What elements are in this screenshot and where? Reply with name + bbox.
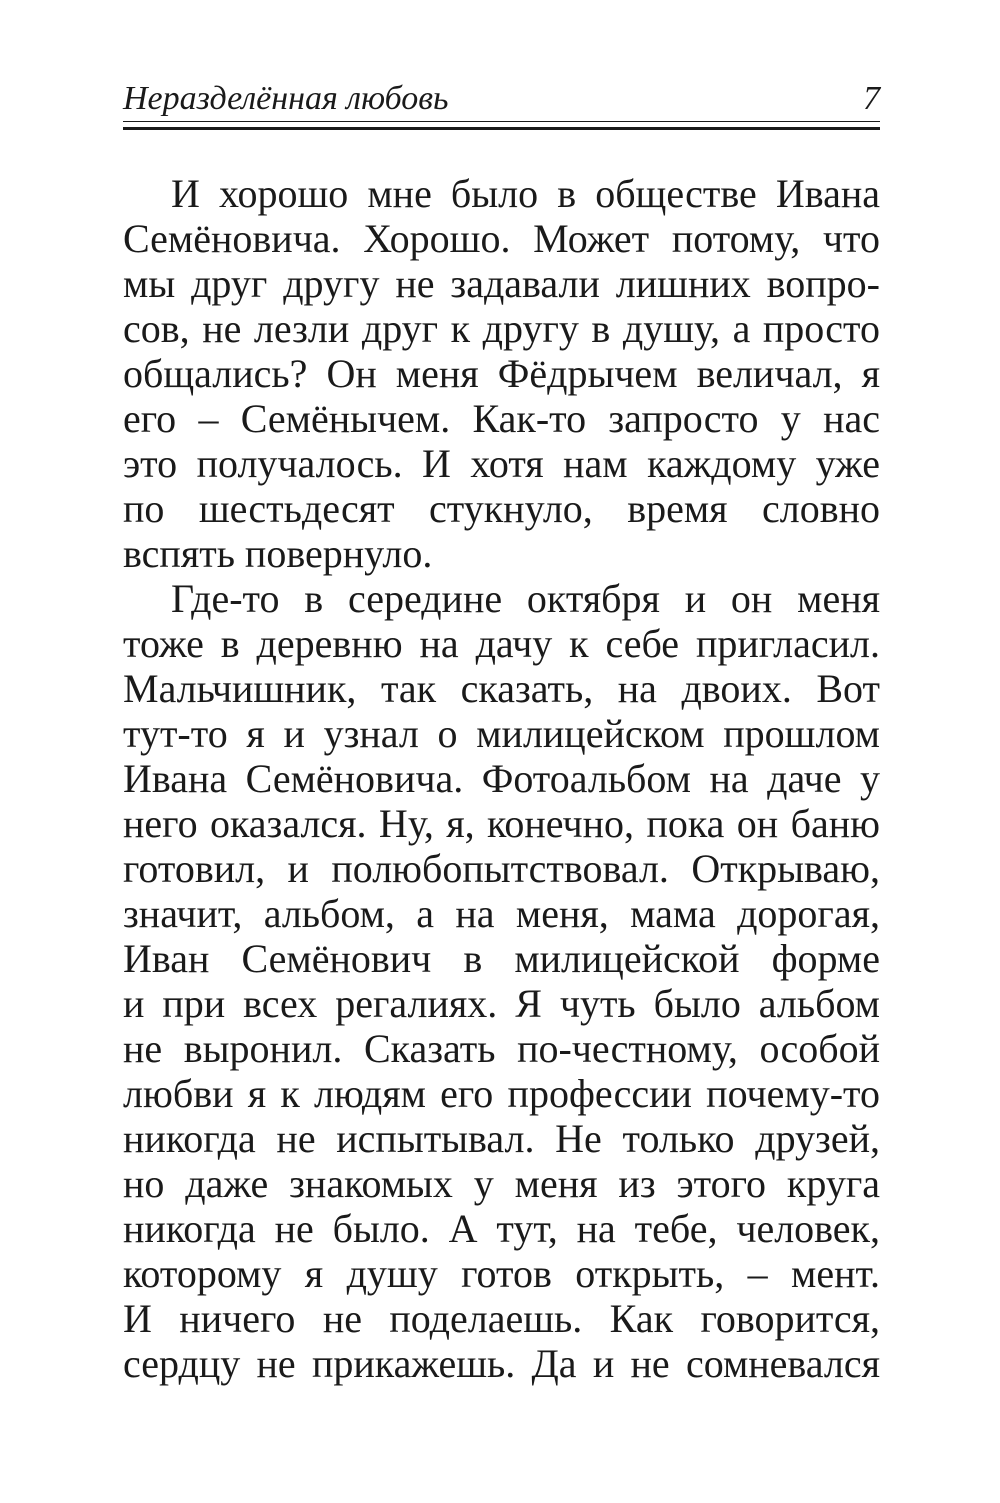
text-line: вспять повернуло. bbox=[123, 531, 433, 576]
text-line: сов, не лезли друг к другу в душу, а просто bbox=[123, 306, 880, 351]
body-text bbox=[123, 171, 880, 1386]
text-line: значит, альбом, а на меня, мама дорогая, bbox=[123, 891, 880, 936]
text-line: тоже в деревню на дачу к себе пригласил. bbox=[123, 621, 880, 666]
text-line: тут-то я и узнал о милицейском прошлом bbox=[123, 711, 880, 756]
text-line: него оказался. Ну, я, конечно, пока он баню bbox=[123, 801, 880, 846]
text-line: готовил, и полюбопытствовал. Открываю, bbox=[123, 846, 880, 891]
text-line: Иван Семёнович в милицейской форме bbox=[123, 936, 880, 981]
text-line: никогда не было. А тут, на тебе, человек, bbox=[123, 1206, 880, 1251]
text-line: Где-то в середине октября и он меня bbox=[171, 576, 880, 621]
text-line: мы друг другу не задавали лишних вопро- bbox=[123, 261, 880, 306]
book-page bbox=[123, 78, 880, 1386]
text-line: Семёновича. Хорошо. Может потому, что bbox=[123, 216, 880, 261]
text-line: И ничего не поделаешь. Как говорится, bbox=[123, 1296, 880, 1341]
text-line: которому я душу готов открыть, – мент. bbox=[123, 1251, 880, 1296]
paragraph bbox=[123, 576, 880, 1386]
page-number: 7 bbox=[863, 80, 880, 117]
running-title: Неразделённая любовь bbox=[123, 80, 449, 117]
text-line: никогда не испытывал. Не только друзей, bbox=[123, 1116, 880, 1161]
paragraph bbox=[123, 171, 880, 576]
text-line: и при всех регалиях. Я чуть было альбом bbox=[123, 981, 880, 1026]
text-line: сердцу не прикажешь. Да и не сомневался bbox=[123, 1341, 880, 1386]
text-line: не выронил. Сказать по-честному, особой bbox=[123, 1026, 880, 1071]
text-line: И хорошо мне было в обществе Ивана bbox=[171, 171, 880, 216]
text-line: Мальчишник, так сказать, на двоих. Вот bbox=[123, 666, 880, 711]
running-header bbox=[123, 78, 880, 118]
text-line: общались? Он меня Фёдрычем величал, я bbox=[123, 351, 880, 396]
header-rule-thin bbox=[123, 121, 880, 122]
text-line: Ивана Семёновича. Фотоальбом на даче у bbox=[123, 756, 880, 801]
header-rule-thick bbox=[123, 127, 880, 130]
text-line: по шестьдесят стукнуло, время словно bbox=[123, 486, 880, 531]
text-line: любви я к людям его профессии почему-то bbox=[123, 1071, 880, 1116]
text-line: но даже знакомых у меня из этого круга bbox=[123, 1161, 880, 1206]
text-line: это получалось. И хотя нам каждому уже bbox=[123, 441, 880, 486]
text-line: его – Семёнычем. Как-то запросто у нас bbox=[123, 396, 880, 441]
